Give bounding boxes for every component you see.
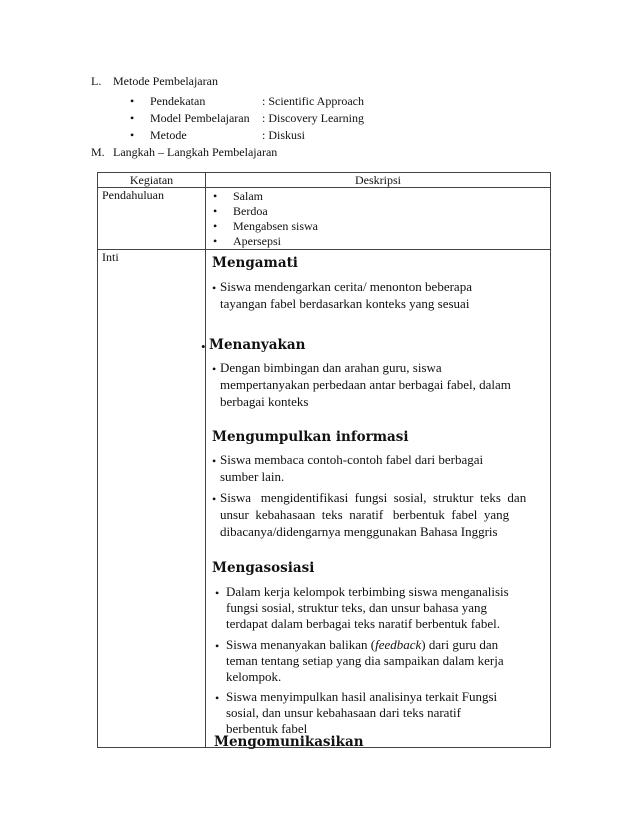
list-item: berbentuk fabel [226,721,308,736]
list-item-text: ) dari guru dan [421,637,499,652]
bullet-icon: • [213,219,218,233]
bullet-icon: • [215,639,220,653]
list-item: Siswa menyimpulkan hasil analisinya terkait Fungsi [226,689,498,704]
method-value: : Discovery Learning [262,111,364,125]
pendahuluan-label: Pendahuluan [102,188,164,202]
table-row [98,250,551,748]
bullet-icon: • [130,94,135,108]
list-item: unsur kebahasaan teks naratif berbentuk fabel yang [220,507,510,522]
method-key: Pendekatan [150,94,206,108]
list-item: Apersepsi [233,234,281,248]
list-item: tayangan fabel berdasarkan konteks yang sesuai [220,296,470,311]
inti-label: Inti [102,250,119,264]
bullet-icon: • [213,234,218,248]
list-item: kelompok. [226,669,282,684]
table-header-row [98,173,551,188]
list-item: fungsi sosial, struktur teks, dan unsur bahasa yang [226,600,488,615]
bullet-icon: • [212,454,217,468]
list-item: sosial, dan unsur kebahasaan dari teks naratif [226,705,462,720]
bullet-icon: • [213,189,218,203]
bullet-icon: • [215,586,220,600]
method-value: : Scientific Approach [262,94,364,108]
bullet-icon: • [213,204,218,218]
bullet-icon: • [212,492,217,506]
bullet-icon: • [130,128,135,142]
mengumpulkan-heading: Mengumpulkan informasi [212,429,409,445]
list-item: Siswa mengidentifikasi fungsi sosial, struktur teks dan [220,490,527,505]
bullet-icon: • [215,691,220,705]
list-item: Berdoa [233,204,268,218]
list-item: Siswa mendengarkan cerita/ menonton beberapa [220,279,472,294]
method-value: : Diskusi [262,128,306,142]
section-m-title: Langkah – Langkah Pembelajaran [113,145,278,159]
learning-steps-table [97,172,551,748]
header-deskripsi-label: Deskripsi [355,173,401,187]
bullet-icon: • [201,339,206,354]
header-deskripsi [206,173,551,188]
menanyakan-heading: Menanyakan [209,337,306,353]
list-item: mempertanyakan perbedaan antar berbagai fabel, dalam [220,377,511,392]
table-row [98,188,551,250]
method-key: Model Pembelajaran [150,111,250,125]
list-item: berbagai konteks [220,394,309,409]
list-item: Dengan bimbingan dan arahan guru, siswa [220,360,442,375]
method-key: Metode [150,128,187,142]
section-m-label: M. [91,145,105,159]
bullet-icon: • [130,111,135,125]
pendahuluan-desc [206,188,551,250]
list-item: Siswa membaca contoh-contoh fabel dari berbagai [220,452,484,467]
mengasosiasi-heading: Mengasosiasi [212,560,315,576]
list-item: Salam [233,189,263,203]
list-item: teman tentang setiap yang dia sampaikan dalam kerja [226,653,504,668]
mengomunikasikan-heading: Mengomunikasikan [214,734,364,750]
section-l-label: L. [91,74,102,88]
header-kegiatan [98,173,206,188]
list-item: Dalam kerja kelompok terbimbing siswa menganalisis [226,584,509,599]
list-item: dibacanya/didengarnya menggunakan Bahasa Inggris [220,524,498,539]
section-l-title: Metode Pembelajaran [113,74,218,88]
inti-cell [98,250,206,748]
mengamati-heading: Mengamati [212,255,298,271]
header-kegiatan-label: Kegiatan [129,173,174,187]
pendahuluan-cell [98,188,206,250]
list-item [226,637,498,653]
inti-desc [201,250,551,750]
list-item-text: Siswa menanyakan balikan ( [226,637,376,652]
list-item: Mengabsen siswa [233,219,318,233]
list-item-emphasis: feedback [375,637,422,652]
list-item: terdapat dalam berbagai teks naratif berbentuk fabel. [226,616,500,631]
list-item: sumber lain. [220,469,285,484]
bullet-icon: • [212,362,217,376]
bullet-icon: • [212,281,217,295]
